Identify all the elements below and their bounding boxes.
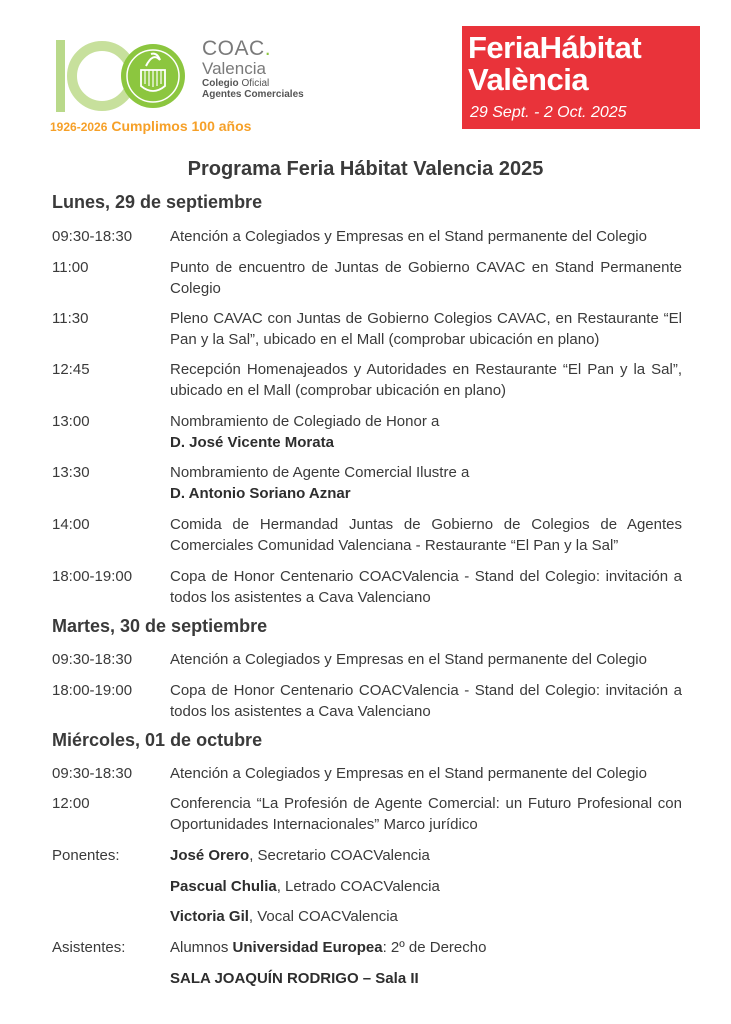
feria-dates: 29 Sept. - 2 Oct. 2025 bbox=[470, 104, 627, 121]
speaker-role: , Vocal COACValencia bbox=[248, 908, 398, 925]
speaker-role: , Secretario COACValencia bbox=[249, 847, 430, 864]
attendees-suffix: : 2º de Derecho bbox=[382, 939, 487, 956]
speaker-name: Victoria Gil bbox=[170, 908, 249, 925]
row-description: Recepción Homenajeados y Autoridades en Restaurante “El Pan y la Sal”, ubicado en el Mall (comprobar ubicación en plano) bbox=[170, 361, 682, 399]
coac-sub-oficial: Oficial bbox=[241, 78, 270, 89]
speaker-entry bbox=[170, 906, 682, 927]
row-time: 12:45 bbox=[52, 361, 90, 378]
row-description: Atención a Colegiados y Empresas en el Stand permanente del Colegio bbox=[170, 765, 647, 782]
row-description: Copa de Honor Centenario COACValencia - Stand del Colegio: invitación a todos los asistentes a Cava Valenciano bbox=[170, 682, 682, 720]
row-time: 11:30 bbox=[52, 310, 89, 327]
row-time: 12:00 bbox=[52, 795, 90, 812]
coac-wordmark bbox=[202, 38, 304, 100]
day-heading-monday: Lunes, 29 de septiembre bbox=[52, 192, 263, 212]
row-description: Pleno CAVAC con Juntas de Gobierno Colegios CAVAC, en Restaurante “El Pan y la Sal”, ubicado en el Mall (comprobar ubicación en plano) bbox=[170, 310, 682, 348]
row-time: 14:00 bbox=[52, 516, 90, 533]
feria-habitat-logo bbox=[462, 26, 700, 129]
anniversary-years: 1926-2026 bbox=[50, 120, 108, 134]
attendees-label: Asistentes: bbox=[52, 939, 126, 956]
row-description: Comida de Hermandad Juntas de Gobierno de Colegios de Agentes Comerciales Comunidad Valenciana - Restaurante “El Pan y la Sal” bbox=[170, 516, 682, 554]
row-time: 18:00-19:00 bbox=[52, 568, 133, 585]
row-time: 09:30-18:30 bbox=[52, 651, 133, 668]
day-heading-tuesday: Martes, 30 de septiembre bbox=[52, 616, 268, 636]
row-description: Atención a Colegiados y Empresas en el Stand permanente del Colegio bbox=[170, 651, 647, 668]
row-description bbox=[170, 462, 682, 504]
row-time: 18:00-19:00 bbox=[52, 682, 133, 699]
speaker-name: Pascual Chulia bbox=[170, 878, 277, 895]
day-heading-wednesday: Miércoles, 01 de octubre bbox=[52, 730, 263, 750]
coac-sub-colegio: Colegio bbox=[202, 78, 239, 89]
row-text: Nombramiento de Agente Comercial Ilustre a bbox=[170, 464, 470, 481]
attendees-text bbox=[170, 937, 682, 958]
speaker-name: José Orero bbox=[170, 847, 250, 864]
anniversary-tagline bbox=[50, 118, 251, 134]
row-time: 09:30-18:30 bbox=[52, 228, 133, 245]
coac-name: COAC bbox=[202, 37, 265, 60]
honoree-name: D. José Vicente Morata bbox=[170, 434, 334, 451]
feria-habitat-title bbox=[468, 32, 641, 96]
row-description: Atención a Colegiados y Empresas en el Stand permanente del Colegio bbox=[170, 228, 647, 245]
program-title: Programa Feria Hábitat Valencia 2025 bbox=[187, 158, 544, 180]
coac-logo bbox=[50, 36, 320, 136]
row-text: Nombramiento de Colegiado de Honor a bbox=[170, 413, 440, 430]
venue-name: SALA JOAQUÍN RODRIGO – Sala II bbox=[170, 970, 419, 987]
speakers-label: Ponentes: bbox=[52, 847, 120, 864]
row-description: Conferencia “La Profesión de Agente Comercial: un Futuro Profesional con Oportunidades Internacionales” Marco jurídico bbox=[170, 795, 682, 833]
row-description bbox=[170, 411, 682, 453]
attendees-prefix: Alumnos bbox=[170, 939, 233, 956]
feria-title-line1: FeriaHábitat bbox=[468, 30, 642, 65]
coac-subtitle-line2: Agentes Comerciales bbox=[202, 89, 304, 100]
row-description: Punto de encuentro de Juntas de Gobierno CAVAC en Stand Permanente Colegio bbox=[170, 259, 682, 297]
row-time: 13:00 bbox=[52, 413, 90, 430]
venue-text bbox=[170, 968, 682, 989]
feria-title-line2: València bbox=[468, 62, 589, 97]
centenary-100-logo bbox=[50, 36, 190, 114]
coac-city: Valencia bbox=[202, 59, 266, 78]
speaker-entry bbox=[170, 845, 682, 866]
honoree-name: D. Antonio Soriano Aznar bbox=[170, 485, 351, 502]
row-time: 13:30 bbox=[52, 464, 90, 481]
speaker-entry bbox=[170, 876, 682, 897]
anniversary-text: Cumplimos 100 años bbox=[111, 118, 252, 134]
coac-dot: . bbox=[264, 37, 272, 60]
attendees-university: Universidad Europea bbox=[232, 939, 383, 956]
coac-subtitle-line1 bbox=[202, 78, 304, 89]
speaker-role: , Letrado COACValencia bbox=[276, 878, 440, 895]
row-description: Copa de Honor Centenario COACValencia - Stand del Colegio: invitación a todos los asistentes a Cava Valenciano bbox=[170, 568, 682, 606]
row-time: 09:30-18:30 bbox=[52, 765, 133, 782]
row-time: 11:00 bbox=[52, 259, 89, 276]
